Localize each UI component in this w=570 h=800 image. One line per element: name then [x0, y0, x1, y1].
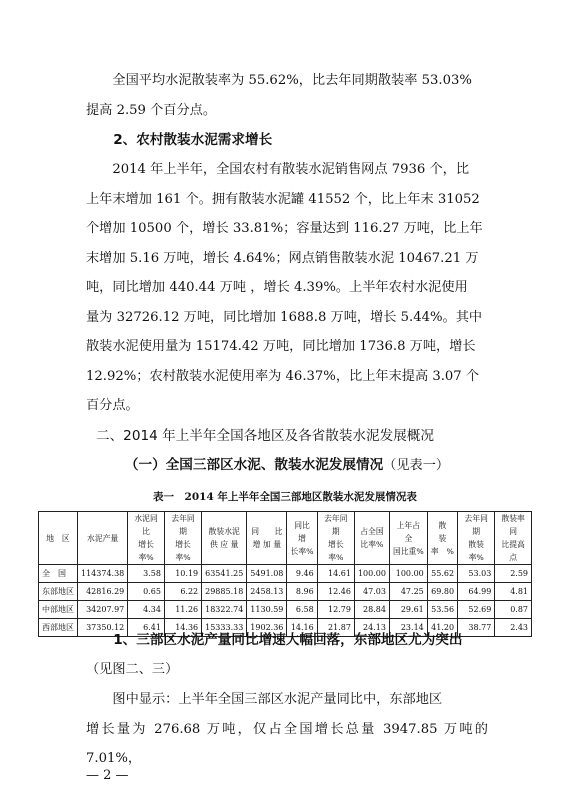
table-header-row: [39, 512, 532, 565]
header-bulk-rate-increase: 散装率同 比提高点: [495, 512, 532, 565]
header-cement-output: 水泥产量: [78, 512, 128, 565]
header-bulk-rate: 散 装 率 %: [427, 512, 457, 565]
table-caption: 表一 2014 年上半年全国三部地区散装水泥发展情况表: [153, 491, 417, 503]
header-prior-bulk-rate: 去年同期 散装率%: [458, 512, 495, 565]
header-prior-national-share: 上年占全 国比重%: [389, 512, 427, 565]
table-row: 东部地区 42816.29 0.65 6.22 29885.18 2458.13 8.96 12.46 47.03 47.25 69.80 64.99 4.81: [39, 583, 532, 601]
regional-bulk-cement-table: [38, 511, 532, 637]
heading-rural-demand: 2、农村散装水泥需求增长: [113, 132, 273, 148]
header-yoy-growth: 水泥同比 增长率%: [128, 512, 165, 565]
subsection-title-three-regions: （一）全国三部区水泥、散装水泥发展情况（见表一）: [124, 457, 450, 473]
header-bulk-prior-growth: 去年同期 增长率%: [317, 512, 354, 565]
header-region: 地 区: [39, 512, 78, 565]
header-prior-year-growth: 去年同期 增长率%: [164, 512, 201, 565]
table-row: 中部地区 34207.97 4.34 11.26 18322.74 1130.59 6.58 12.79 28.84 29.61 53.56 52.69 0.87: [39, 601, 532, 619]
paragraph-rural-demand: 2014 年上半年，全国农村有散装水泥销售网点 7936 个，比 上年末增加 161 个。拥有散装水泥罐 41552 个，比上年末 31052 个增加 10500 个，增长 33.81%；容量达到 116.27 万吨，比上年 末增加 5.16 万吨，增长 4.64%；网点销售散装水泥 10467.21 万 吨，同比增加 440.44 万吨 ，增长 4.39%。上半年农村水泥使用 量为 32726.12 万吨，同比增加 1688.8 万吨，增长 5.44%。其中 散装水泥使用量为 15174.42 万吨，同比增加 1736.8 万吨，增长 12.92%；农村散装水泥使用率为 46.37%，比上年末提高 3.07 个 百分点。: [86, 162, 483, 413]
table-row: 全 国 114374.38 3.58 10.19 63541.25 5491.08 9.46 14.61 100.00 100.00 55.62 53.03 2.59: [39, 565, 532, 583]
paragraph-figure-summary: 图中显示：上半年全国三部区水泥产量同比中，东部地区 增长量为 276.68 万吨，仅占全国增长总量 3947.85 万吨的 7.01%，: [86, 692, 488, 766]
section-title-2014-overview: 二、2014 年上半年全国各地区及各省散装水泥发展概况: [96, 428, 434, 444]
header-bulk-growth: 同比增 长率%: [287, 512, 317, 565]
header-bulk-supply: 散装水泥 供 应 量: [202, 512, 247, 565]
header-national-share: 占全国 比率%: [354, 512, 389, 565]
paragraph-cement-bulk-rate: 全国平均水泥散装率为 55.62%，比去年同期散装率 53.03% 提高 2.59 个百分点。: [86, 73, 472, 118]
heading-figure-reference: （见图二、三）: [86, 662, 179, 677]
heading-three-regions-output: 1、三部区水泥产量同比增速大幅回落，东部地区尤为突出: [113, 632, 463, 648]
header-yoy-increase: 同 比 增 加 量: [247, 512, 287, 565]
table-row: 西部地区 37350.12 6.41 14.36 15333.33 1902.36 14.16 21.87 24.13 23.14 41.20 38.77 2.43: [39, 619, 532, 637]
page-number: — 2 —: [86, 768, 129, 783]
